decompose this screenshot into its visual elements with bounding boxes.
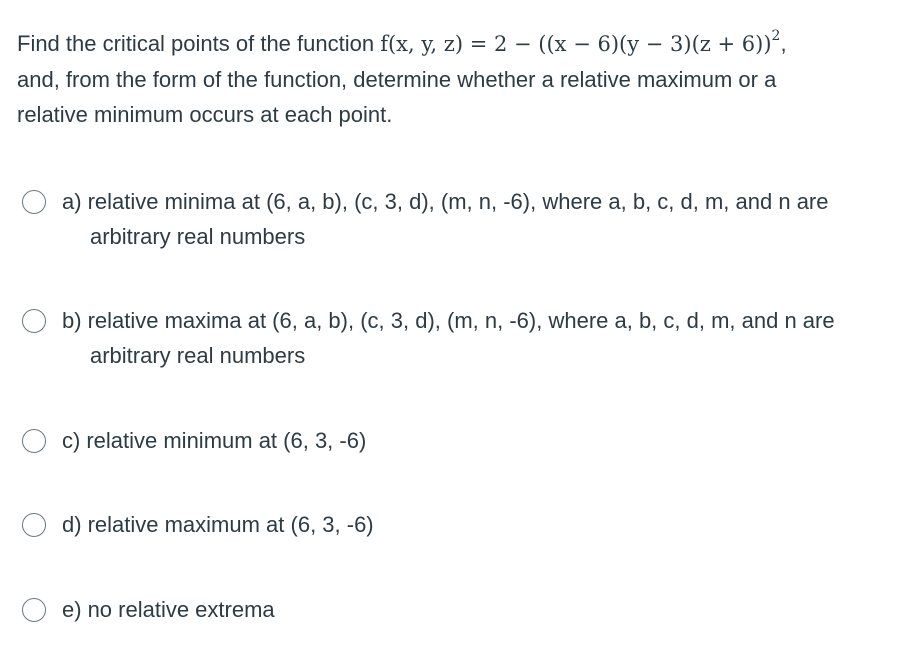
radio-option-c[interactable] — [22, 429, 46, 453]
question-line-3: relative minimum occurs at each point. — [17, 102, 393, 127]
option-e-text — [62, 592, 275, 627]
function-expression: f(x, y, $z) = 2 - ((x - 6)(y - 3)(z + 6))^2$ — [380, 28, 781, 56]
question-text — [17, 22, 887, 132]
question-line-2: and, from the form of the function, determine whether a relative maximum or a — [17, 67, 777, 92]
option-a-line-2: arbitrary real numbers — [90, 224, 306, 249]
option-d[interactable] — [22, 512, 892, 542]
option-e[interactable] — [22, 597, 892, 627]
option-b[interactable] — [22, 308, 892, 373]
option-b-text — [62, 303, 835, 373]
question-prefix: Find the critical points of the function — [17, 31, 381, 56]
option-d-line-1: relative maximum at (6, 3, -6) — [87, 512, 374, 537]
option-c-line-1: relative minimum at (6, 3, -6) — [86, 428, 367, 453]
option-e-line-1: no relative extrema — [87, 597, 275, 622]
option-b-line-2: arbitrary real numbers — [90, 343, 306, 368]
radio-option-d[interactable] — [22, 513, 46, 537]
radio-option-b[interactable] — [22, 309, 46, 333]
option-e-letter: e) — [62, 597, 82, 622]
option-d-letter: d) — [62, 512, 82, 537]
option-a-letter: a) — [62, 189, 82, 214]
radio-option-e[interactable] — [22, 598, 46, 622]
option-a-line-1: relative minima at (6, a, b), (c, 3, d), (m, n, -6), where a, b, c, d, m, and n are — [87, 189, 829, 214]
option-c[interactable] — [22, 428, 892, 458]
option-c-text — [62, 423, 366, 458]
option-a-text — [62, 184, 829, 254]
option-c-letter: c) — [62, 428, 81, 453]
question-line-1: Find the critical points of the function f(x, y, $z) = 2 - ((x - 6)(y - 3)(z + 6))^2$, — [17, 28, 787, 56]
option-d-text — [62, 507, 374, 542]
option-a[interactable] — [22, 189, 892, 254]
option-b-line-1: relative maxima at (6, a, b), (c, 3, d), (m, n, -6), where a, b, c, d, m, and n are — [87, 308, 835, 333]
radio-option-a[interactable] — [22, 190, 46, 214]
function-exponent: 2 — [771, 28, 781, 44]
option-b-letter: b) — [62, 308, 82, 333]
